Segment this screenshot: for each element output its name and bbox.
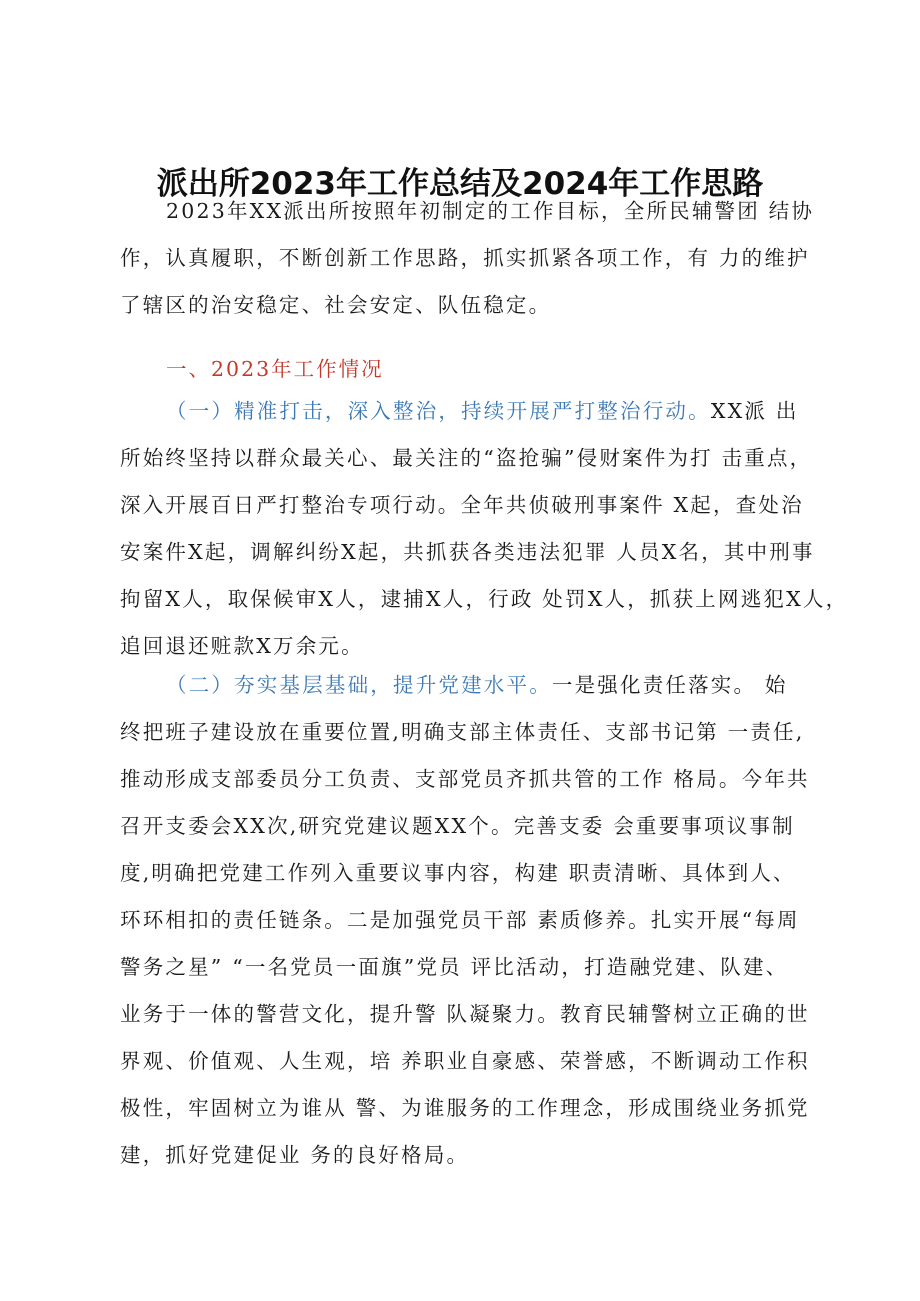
- subsection-2-title: （二）夯实基层基础，提升党建水平。: [166, 673, 552, 697]
- subsection-1-first-line-text: XX派 出: [710, 399, 799, 423]
- subsection-1-line: 追回退还赃款X万余元。: [120, 634, 364, 658]
- subsection-2-line: 环环相扣的责任链条。二是加强党员干部 素质修养。扎实开展“每周: [120, 908, 800, 932]
- subsection-2-line: 终把班子建设放在重要位置,明确支部主体责任、支部书记第 一责任,: [120, 720, 805, 744]
- subsection-2-line: 推动形成支部委员分工负责、支部党员齐抓共管的工作 格局。今年共: [120, 767, 810, 791]
- intro-paragraph: [120, 188, 820, 329]
- subsection-1-line: 拘留X人，取保候审X人，逮捕X人，行政 处罚X人，抓获上网逃犯X人，: [120, 587, 849, 611]
- intro-line: 2023年XX派出所按照年初制定的工作目标，全所民辅警团 结协: [166, 199, 815, 223]
- subsection-1-line: 深入开展百日严打整治专项行动。全年共侦破刑事案件 X起，查处治: [120, 493, 804, 517]
- subsection-2-line: 业务于一体的警营文化，提升警 队凝聚力。教育民辅警树立正确的世: [120, 1002, 810, 1026]
- intro-line: 作，认真履职，不断创新工作思路，抓实抓紧各项工作，有 力的维护: [120, 246, 810, 270]
- section-heading: 一、2023年工作情况: [166, 357, 384, 381]
- subsection-2-line: 极性，牢固树立为谁从 警、为谁服务的工作理念，形成围绕业务抓党: [120, 1096, 810, 1120]
- subsection-2-paragraph: [120, 662, 820, 1179]
- document-title: 派出所2023年工作总结及2024年工作思路: [156, 166, 764, 202]
- subsection-2-line: 度,明确把党建工作列入重要议事内容，构建 职责清晰、具体到人、: [120, 861, 796, 885]
- subsection-2-line: 召开支委会XX次,研究党建议题XX个。完善支委 会重要事项议事制: [120, 814, 795, 838]
- subsection-2-first-line: [120, 662, 820, 709]
- subsection-1-line: 所始终坚持以群众最关心、最关注的“盗抢骗”侵财案件为打 击重点，: [120, 446, 813, 470]
- intro-line: 了辖区的治安稳定、社会安定、队伍稳定。: [120, 293, 552, 317]
- subsection-2-line: 建，抓好党建促业 务的良好格局。: [120, 1143, 470, 1167]
- subsection-1-paragraph: [120, 388, 849, 670]
- subsection-1-line: 安案件X起，调解纠纷X起，共抓获各类违法犯罪 人员X名，其中刑事: [120, 540, 815, 564]
- subsection-2-first-line-text: 一是强化责任落实。 始: [551, 673, 788, 697]
- subsection-2-line: 界观、价值观、人生观，培 养职业自豪感、荣誉感，不断调动工作积: [120, 1049, 810, 1073]
- subsection-2-line: 警务之星” “一名党员一面旗”党员 评比活动，打造融党建、队建、: [120, 955, 789, 979]
- subsection-1-first-line: [120, 388, 820, 435]
- subsection-1-title: （一）精准打击，深入整治，持续开展严打整治行动。: [166, 399, 711, 423]
